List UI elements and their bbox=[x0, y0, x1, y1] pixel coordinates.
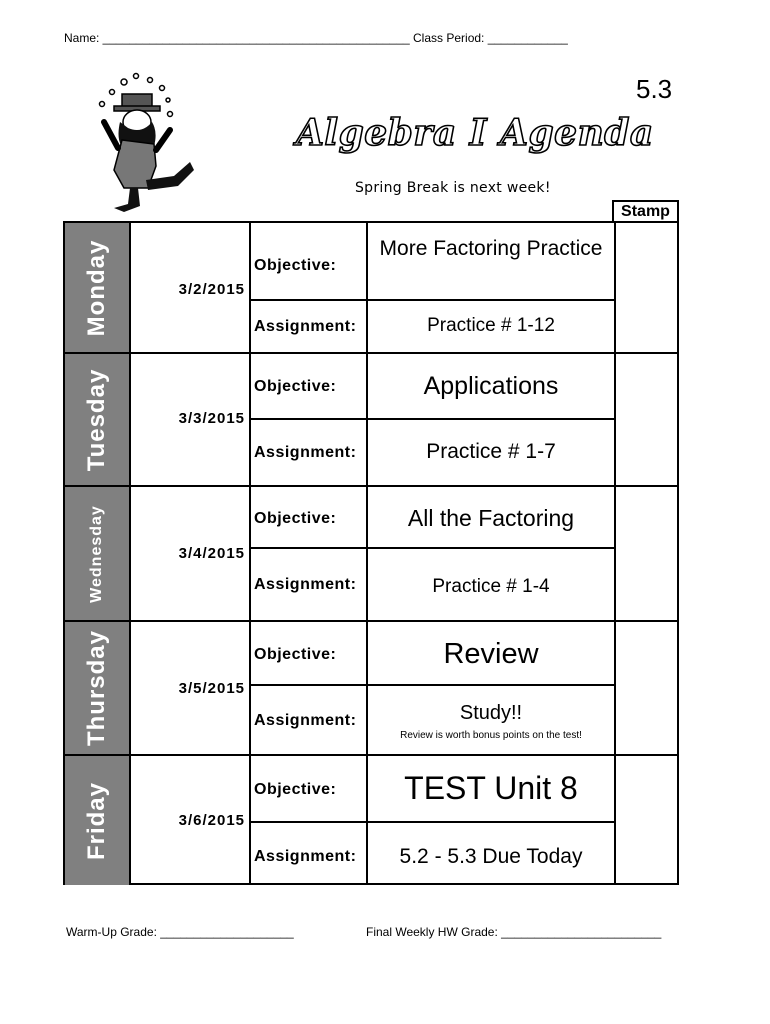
assignment-value: Practice # 1-7 bbox=[426, 440, 556, 463]
assignment-label: Assignment: bbox=[254, 444, 357, 461]
date-cell bbox=[129, 756, 249, 885]
stamp-header: Stamp bbox=[612, 200, 679, 223]
assignment-value: Study!! bbox=[459, 702, 523, 724]
assignment-row bbox=[249, 686, 615, 756]
stamp-cell bbox=[614, 487, 679, 622]
leprechaun-illustration bbox=[84, 70, 204, 220]
day-band-tuesday bbox=[65, 354, 129, 487]
date-value: 3/4/2015 bbox=[178, 545, 245, 562]
assignment-label: Assignment: bbox=[254, 712, 357, 729]
assignment-value: 5.2 - 5.3 Due Today bbox=[399, 845, 583, 868]
assignment-row bbox=[249, 420, 615, 487]
assignment-label: Assignment: bbox=[254, 318, 357, 335]
assignment-note: Review is worth bonus points on the test! bbox=[400, 730, 582, 741]
objective-label: Objective: bbox=[254, 257, 337, 274]
warmup-grade-line: Warm-Up Grade: ____________________ bbox=[66, 925, 294, 939]
objective-row bbox=[249, 223, 615, 301]
assignment-row bbox=[249, 549, 615, 622]
day-band-friday bbox=[65, 756, 129, 885]
objective-row bbox=[249, 622, 615, 686]
objective-value: Review bbox=[443, 638, 539, 670]
objective-value: Applications bbox=[423, 372, 559, 400]
assignment-value: Practice # 1-4 bbox=[432, 576, 550, 597]
stamp-cell bbox=[614, 622, 679, 756]
date-cell bbox=[129, 622, 249, 756]
objective-label: Objective: bbox=[254, 378, 337, 395]
date-cell bbox=[129, 223, 249, 354]
objective-row bbox=[249, 487, 615, 549]
assignment-label: Assignment: bbox=[254, 576, 357, 593]
day-label: Tuesday bbox=[83, 368, 110, 471]
assignment-row bbox=[249, 301, 615, 354]
day-label: Thursday bbox=[83, 629, 110, 747]
objective-value: More Factoring Practice bbox=[379, 237, 603, 260]
agenda-table bbox=[63, 221, 679, 885]
section-code: 5.3 bbox=[636, 74, 673, 104]
stamp-cell bbox=[614, 223, 679, 354]
day-label: Monday bbox=[83, 239, 110, 336]
date-value: 3/6/2015 bbox=[178, 812, 245, 829]
objective-label: Objective: bbox=[254, 646, 337, 663]
day-label: Wednesday bbox=[88, 504, 105, 603]
day-band-wednesday bbox=[65, 487, 129, 622]
objective-row bbox=[249, 354, 615, 420]
day-band-monday bbox=[65, 223, 129, 354]
objective-label: Objective: bbox=[254, 510, 337, 527]
date-value: 3/5/2015 bbox=[178, 680, 245, 697]
assignment-value: Practice # 1-12 bbox=[427, 315, 555, 336]
final-hw-grade-line: Final Weekly HW Grade: ________________________ bbox=[366, 925, 662, 939]
name-class-period-line: Name: ______________________________________________ Class Period: ____________ bbox=[64, 31, 568, 45]
objective-value: All the Factoring bbox=[407, 505, 575, 531]
date-value: 3/2/2015 bbox=[178, 281, 245, 298]
day-band-thursday bbox=[65, 622, 129, 756]
stamp-cell bbox=[614, 354, 679, 487]
stamp-cell bbox=[614, 756, 679, 885]
date-cell bbox=[129, 354, 249, 487]
page-title: Algebra I Agenda bbox=[296, 112, 654, 154]
day-label: Friday bbox=[83, 781, 110, 860]
date-value: 3/3/2015 bbox=[178, 410, 245, 427]
objective-label: Objective: bbox=[254, 781, 337, 798]
date-cell bbox=[129, 487, 249, 622]
assignment-label: Assignment: bbox=[254, 848, 357, 865]
objective-row bbox=[249, 756, 615, 823]
page-subtitle: Spring Break is next week! bbox=[355, 180, 551, 196]
objective-value: TEST Unit 8 bbox=[404, 770, 578, 806]
assignment-row bbox=[249, 823, 615, 885]
